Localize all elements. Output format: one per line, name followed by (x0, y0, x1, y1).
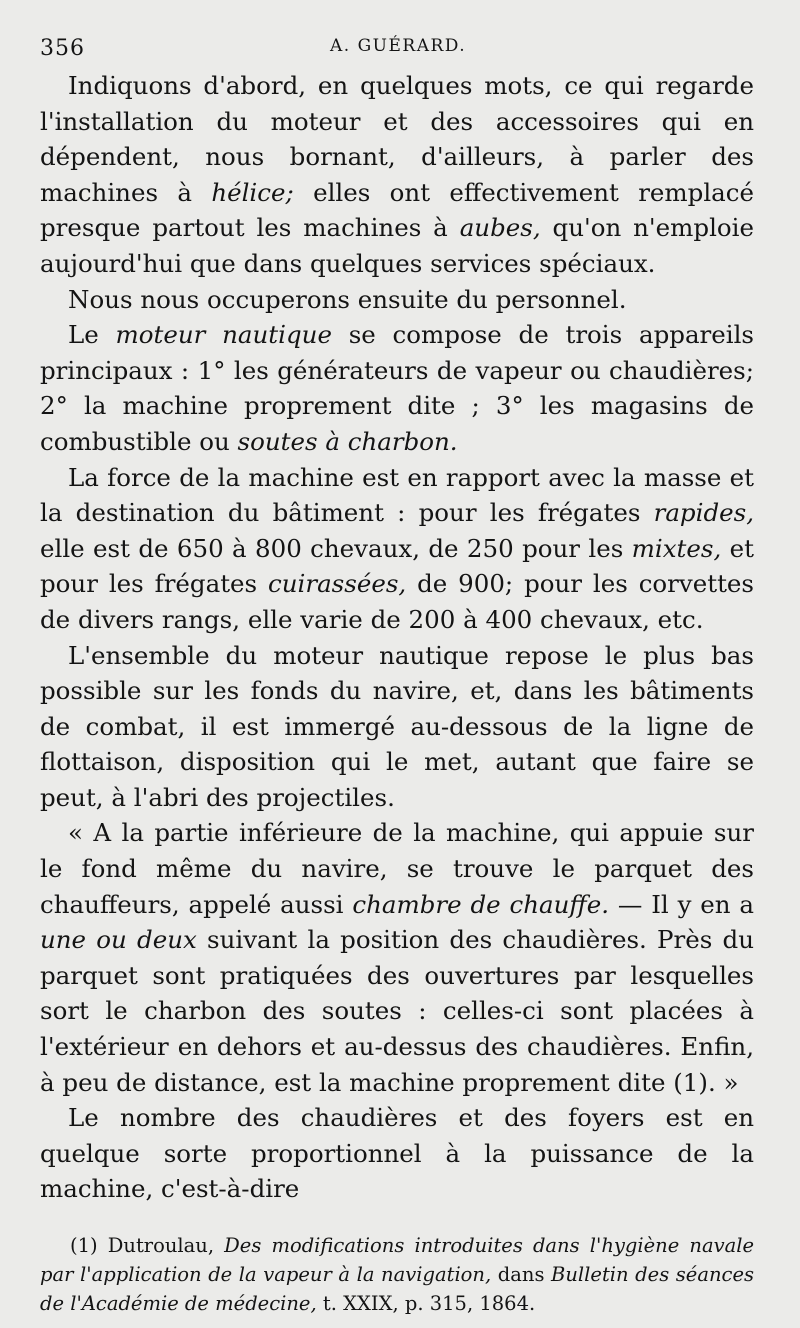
text-run: qu'on n'emploie aujourd'hui que dans quelques services spéciaux. (40, 213, 754, 278)
italic-text-run: rapides, (653, 498, 754, 528)
italic-text-run: chambre de chauffe. (352, 889, 610, 919)
text-run: suivant la position des chaudières. Près du parquet sont pratiquées des ouvertures par lesquelles sort le charbon des soutes : celles-ci sont placées à l'extérieur en dehors et au-dessus des chaudières. Enfin, à peu de distance, est la machine proprement dite (1). » (40, 925, 754, 1097)
paragraph (40, 317, 754, 459)
text-run: (1) Dutroulau, (70, 1234, 225, 1257)
italic-text-run: Des modifications introduites dans l'hygiène navale par l'application de la vapeur à la navigation, (40, 1234, 755, 1286)
running-head: A. GUÉRARD. (330, 36, 467, 56)
italic-text-run: Bulletin des séances de l'Académie de médecine, (40, 1263, 754, 1315)
text-run: La force de la machine est en rapport avec la masse et la destination du bâtiment : pour les frégates (40, 462, 754, 528)
italic-text-run: aubes, (459, 213, 541, 243)
text-run: Le nombre des chaudières et des foyers est en quelque sorte proportionnel à la puissance de la machine, c'est-à-dire (40, 1103, 754, 1204)
paragraph (40, 282, 754, 318)
text-run: Le (68, 320, 116, 350)
italic-text-run: moteur nautique (115, 320, 332, 350)
text-run: Nous nous occuperons ensuite du personnel. (68, 284, 627, 314)
page-header (40, 28, 754, 68)
text-run: se compose de trois appareils principaux : 1° les générateurs de vapeur ou chaudières; 2° la machine proprement dite ; 3° les magasins de combustible ou (40, 320, 755, 456)
italic-text-run: une ou deux (40, 925, 197, 955)
paragraph (40, 460, 754, 638)
paragraph (40, 68, 754, 282)
paragraph (40, 638, 754, 816)
italic-text-run: hélice; (211, 177, 294, 207)
italic-text-run: mixtes, (631, 533, 722, 563)
text-run: Indiquons d'abord, en quelques mots, ce qui regarde l'installation du moteur et des accessoires qui en dépendent, nous bornant, d'ailleurs, à parler des machines à (40, 71, 754, 207)
paragraph (40, 815, 754, 1100)
text-run: dans (491, 1263, 552, 1286)
footnote (40, 1231, 754, 1318)
italic-text-run: soutes à charbon. (237, 426, 458, 456)
text-run: « A la partie inférieure de la machine, qui appuie sur le fond même du navire, se trouve le parquet des chauffeurs, appelé aussi (40, 818, 754, 919)
text-run: de 900; pour les corvettes de divers rangs, elle varie de 200 à 400 chevaux, etc. (40, 569, 754, 634)
text-run: t. XXIX, p. 315, 1864. (316, 1292, 536, 1315)
text-run: et pour les frégates (40, 533, 754, 599)
text-run: elles ont effectivement remplacé presque partout les machines à (40, 177, 754, 243)
text-run: — Il y en a (609, 889, 754, 919)
page-number: 356 (40, 36, 85, 61)
text-run: L'ensemble du moteur nautique repose le plus bas possible sur les fonds du navire, et, dans les bâtiments de combat, il est immergé au-dessous de la ligne de flottaison, disposition qui le met, autant que faire se peut, à l'abri des projectiles. (40, 640, 754, 812)
text-run: elle est de 650 à 800 chevaux, de 250 pour les (40, 533, 632, 563)
italic-text-run: cuirassées, (268, 569, 407, 599)
body-text (40, 68, 754, 1207)
paragraph (40, 1100, 754, 1207)
